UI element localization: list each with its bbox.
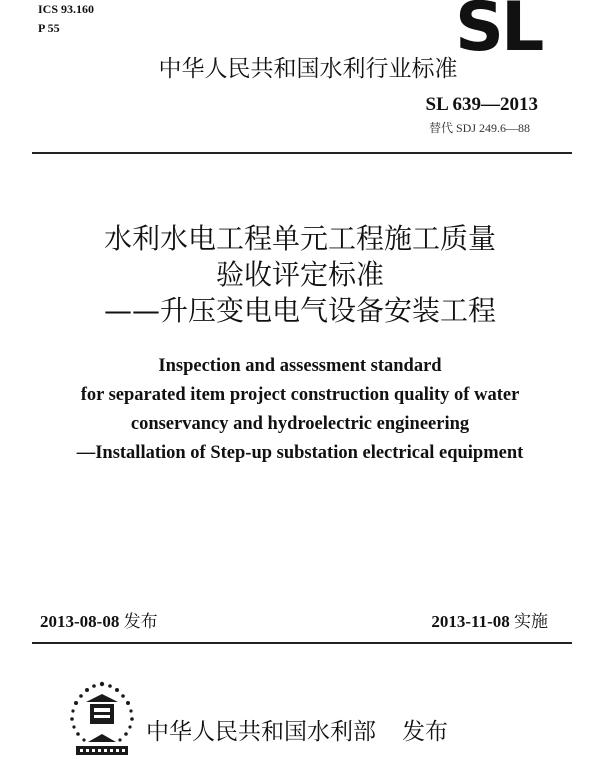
chinese-title-line-3: ——升压变电电气设备安装工程 — [103, 294, 496, 327]
english-title-line-3: conservancy and hydroelectric engineering — [130, 414, 470, 434]
english-title — [0, 352, 600, 468]
implement-label: 实施 — [514, 612, 548, 632]
publisher-action: 发布 — [402, 719, 448, 745]
implement-date: 2013-11-08 — [431, 612, 510, 631]
issue-date-block — [40, 611, 158, 633]
ics-code: ICS 93.160 — [38, 2, 95, 16]
footer-divider — [32, 642, 572, 644]
standard-number: SL 639—2013 — [425, 94, 538, 115]
publisher-name: 中华人民共和国水利部 — [146, 719, 376, 745]
chinese-title-line-2: 验收评定标准 — [215, 258, 384, 291]
header-divider — [32, 152, 572, 154]
ministry-emblem-icon — [64, 678, 140, 760]
english-title-line-2: for separated item project construction quality of water — [80, 385, 520, 405]
issue-date: 2013-08-08 — [40, 612, 120, 631]
issue-label: 发布 — [123, 612, 158, 632]
standard-organization: 中华人民共和国水利行业标准 — [158, 56, 458, 82]
replaces-standard: 替代 SDJ 249.6—88 — [428, 121, 530, 135]
publisher-block — [146, 718, 448, 746]
implement-date-block — [431, 611, 548, 633]
english-title-line-1: Inspection and assessment standard — [158, 356, 442, 376]
ccs-code: P 55 — [38, 21, 60, 35]
chinese-title — [0, 222, 600, 330]
sl-logo: SL — [455, 0, 542, 67]
chinese-title-line-1: 水利水电工程单元工程施工质量 — [103, 222, 496, 255]
english-title-line-4: —Installation of Step-up substation electrical equipment — [76, 443, 524, 463]
